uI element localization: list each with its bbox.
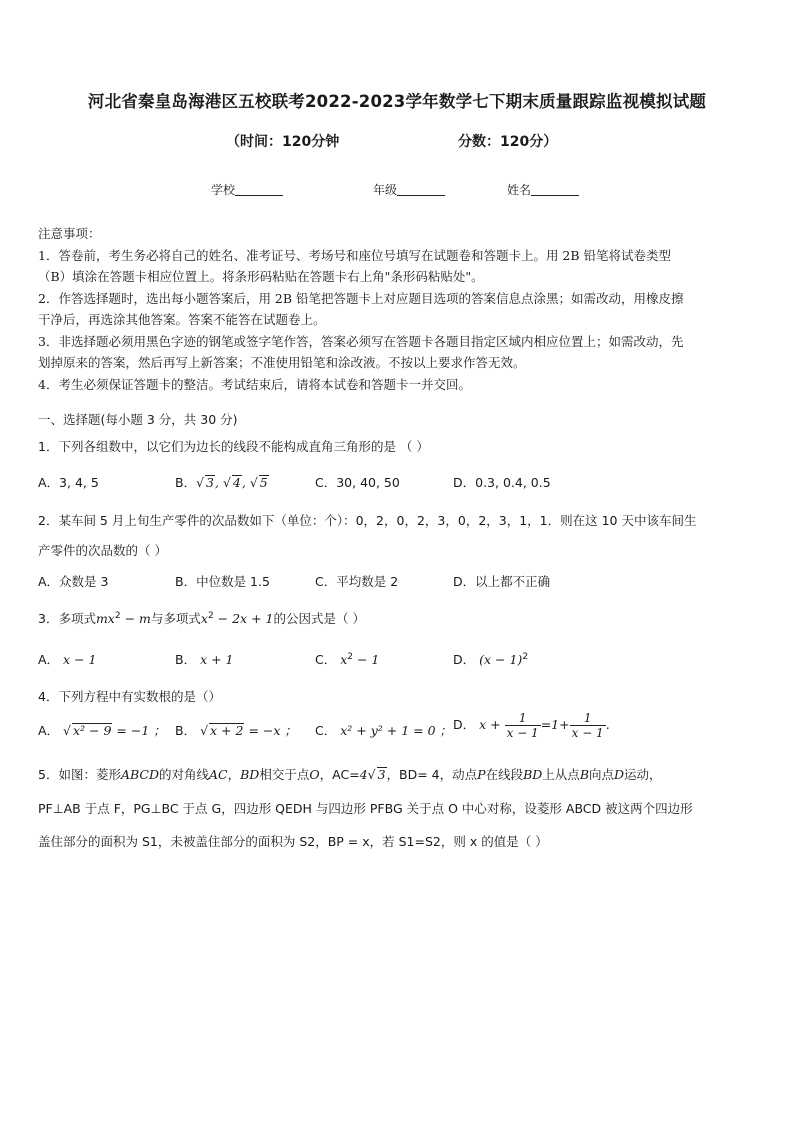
q3-poly1-exp: 2 [114, 610, 121, 621]
q4-option-d[interactable] [453, 711, 610, 740]
q5-text: 运动， [624, 767, 662, 782]
q4-option-d-end: . [605, 717, 610, 732]
school-field [211, 181, 283, 198]
q4-fraction-1 [505, 711, 541, 740]
q4-option-c[interactable] [315, 721, 452, 739]
exam-time: （时间：120分钟 [226, 134, 340, 150]
q5-stem-line3: 盖住部分的面积为 S1，未被盖住部分的面积为 S2，BP = x，若 S1=S2，则 x 的值是（ ） [38, 834, 548, 849]
q1-option-d[interactable]: D．0.3, 0.4, 0.5 [453, 475, 551, 490]
q5-text: ， [227, 767, 241, 782]
q4-option-b-radicand: x + 2 [210, 723, 244, 738]
notes-line: 3．非选择题必须用黑色字迹的钢笔或签字笔作答，答案必须写在答题卡各题目指定区域内相应位置上；如需改动，先 [38, 333, 684, 349]
q5-b: B [579, 767, 589, 782]
fraction-numerator: 1 [505, 711, 541, 726]
q4-option-a-tail: = −1 ； [112, 723, 166, 738]
q1-option-a[interactable]: A．3, 4, 5 [38, 475, 99, 490]
q4-fraction-2 [570, 711, 606, 740]
q5-text: 相交于点 [259, 767, 310, 782]
sqrt-4: 4 [232, 475, 241, 490]
school-blank[interactable] [235, 183, 283, 196]
q4-option-b-label: B． [175, 723, 197, 738]
q1-stem: 1．下列各组数中，以它们为边长的线段不能构成直角三角形的是 （ ） [38, 439, 429, 454]
q3-option-d-expr: (x − 1) [479, 652, 523, 667]
q5-text: ，BD= 4，动点 [386, 767, 478, 782]
q5-text: 的对角线 [159, 767, 210, 782]
name-label: 姓名 [507, 183, 532, 197]
section-heading: 一、选择题(每小题 3 分，共 30 分) [38, 412, 238, 427]
school-label: 学校 [211, 183, 236, 197]
grade-label: 年级 [373, 183, 398, 197]
notes-line: 1．答卷前，考生务必将自己的姓名、准考证号、考场号和座位号填写在试题卷和答题卡上。用 2B 铅笔将试卷类型 [38, 247, 672, 263]
q5-abcd: ABCD [120, 767, 159, 782]
q4-option-d-x: x + [479, 717, 505, 732]
q4-stem: 4．下列方程中有实数根的是（） [38, 689, 221, 704]
exam-score: 分数：120分） [458, 134, 558, 150]
q5-text: 5．如图：菱形 [38, 767, 121, 782]
q3-option-c-base: x [340, 652, 348, 667]
q2-option-c[interactable]: C．平均数是 2 [315, 574, 399, 589]
q1-option-c[interactable]: C．30, 40, 50 [315, 475, 400, 490]
q3-poly2-tail: − 2x + 1 [213, 611, 274, 626]
q4-option-a-radicand: x² − 9 [73, 723, 112, 738]
name-blank[interactable] [531, 183, 579, 196]
exam-title: 河北省秦皇岛海港区五校联考2022-2023学年数学七下期末质量跟踪监视模拟试题 [87, 92, 707, 111]
notes-heading: 注意事项： [38, 226, 101, 241]
q2-option-a[interactable]: A．众数是 3 [38, 574, 109, 589]
q5-text: 向点 [589, 767, 615, 782]
fraction-denominator: x − 1 [506, 726, 539, 740]
q4-option-d-label: D． [453, 717, 476, 732]
q4-option-b-tail: = −x ； [244, 723, 297, 738]
q5-stem-line2: PF⊥AB 于点 F，PG⊥BC 于点 G，四边形 QEDH 与四边形 PFBG 关于点 O 中心对称，设菱形 ABCD 被这两个四边形 [38, 801, 693, 816]
sqrt-5: 5 [259, 475, 268, 490]
q3-option-c[interactable] [315, 650, 379, 668]
q3-poly1-tail: − m [120, 611, 151, 626]
notes-line: 干净后，再选涂其他答案。答案不能答在试题卷上。 [38, 312, 326, 327]
q3-option-b-label: B． [175, 652, 197, 667]
fraction-denominator: x − 1 [571, 726, 604, 740]
q2-option-d[interactable]: D．以上都不正确 [453, 574, 551, 589]
q3-option-a-expr: x − 1 [63, 652, 97, 667]
notes-line: 4．考生必须保证答题卡的整洁。考试结束后，请将本试卷和答题卡一并交回。 [38, 376, 471, 392]
q5-ac: AC [209, 767, 228, 782]
q1-option-b[interactable]: B．√ 3, √ 4, √ 5 [175, 475, 268, 490]
q5-d: D [614, 767, 625, 782]
q4-option-b[interactable]: B． √ x + 2 = −x ； [175, 723, 297, 738]
q3-option-b-expr: x + 1 [200, 652, 234, 667]
q4-option-c-expr: x² + y² + 1 = 0 ； [340, 723, 452, 738]
q3-stem-prefix: 3．多项式 [38, 611, 96, 626]
q3-stem-mid: 与多项式 [150, 611, 201, 626]
q3-poly1: mx [95, 611, 115, 626]
grade-blank[interactable] [397, 183, 445, 196]
q4-option-d-mid: =1+ [540, 717, 570, 732]
name-field [507, 181, 579, 198]
q5-o: O [309, 767, 320, 782]
q3-option-b[interactable] [175, 650, 234, 668]
q5-bd: BD [523, 767, 543, 782]
q3-option-a-label: A． [38, 652, 60, 667]
q4-option-c-label: C． [315, 723, 337, 738]
q4-option-a-label: A． [38, 723, 60, 738]
q4-option-a[interactable]: A． √ x² − 9 = −1 ； [38, 723, 166, 738]
q2-stem-line2: 产零件的次品数的（ ） [38, 543, 167, 558]
q5-p: P [477, 767, 486, 782]
q3-option-a[interactable] [38, 650, 96, 668]
q1-option-b-label: B． [175, 475, 197, 490]
q3-option-d-label: D． [453, 652, 476, 667]
q5-bd: BD [240, 767, 260, 782]
q3-poly2: x [200, 611, 208, 626]
q5-coef: 4 [359, 767, 368, 782]
notes-line: 划掉原来的答案，然后再写上新答案；不准使用铅笔和涂改液。不按以上要求作答无效。 [38, 355, 526, 370]
q3-stem-suffix: 的公因式是（ ） [273, 611, 365, 626]
sqrt-3: 3 [206, 475, 214, 490]
q2-option-b[interactable]: B．中位数是 1.5 [175, 574, 270, 589]
q5-stem-line1: 5．如图：菱形ABCD的对角线AC，BD相交于点O，AC=4√ 3，BD= 4，动点P在线段BD上从点B向点D运动， [38, 767, 662, 782]
q3-poly2-exp: 2 [207, 610, 214, 621]
q3-option-c-label: C． [315, 652, 337, 667]
notes-line: （B）填涂在答题卡相应位置上。将条形码粘贴在答题卡右上角"条形码粘贴处"。 [38, 269, 484, 284]
q3-option-c-exp: 2 [347, 651, 354, 662]
fraction-numerator: 1 [570, 711, 606, 726]
notes-line: 2．作答选择题时，选出每小题答案后，用 2B 铅笔把答题卡上对应题目选项的答案信息点涂黑；如需改动，用橡皮擦 [38, 290, 684, 306]
q5-text: ，AC= [319, 767, 360, 782]
grade-field [373, 181, 445, 198]
q3-option-c-tail: − 1 [353, 652, 380, 667]
q3-option-d-exp: 2 [522, 651, 529, 662]
notes-block [38, 223, 758, 395]
q5-text: 上从点 [542, 767, 580, 782]
q5-radicand: 3 [377, 767, 386, 782]
q5-text: 在线段 [485, 767, 524, 782]
q2-stem-line1: 2．某车间 5 月上旬生产零件的次品数如下（单位：个）：0，2，0，2，3，0，2，3，1，1．则在这 10 天中该车间生 [38, 513, 697, 528]
q3-stem [38, 609, 365, 627]
q3-option-d[interactable] [453, 650, 528, 668]
